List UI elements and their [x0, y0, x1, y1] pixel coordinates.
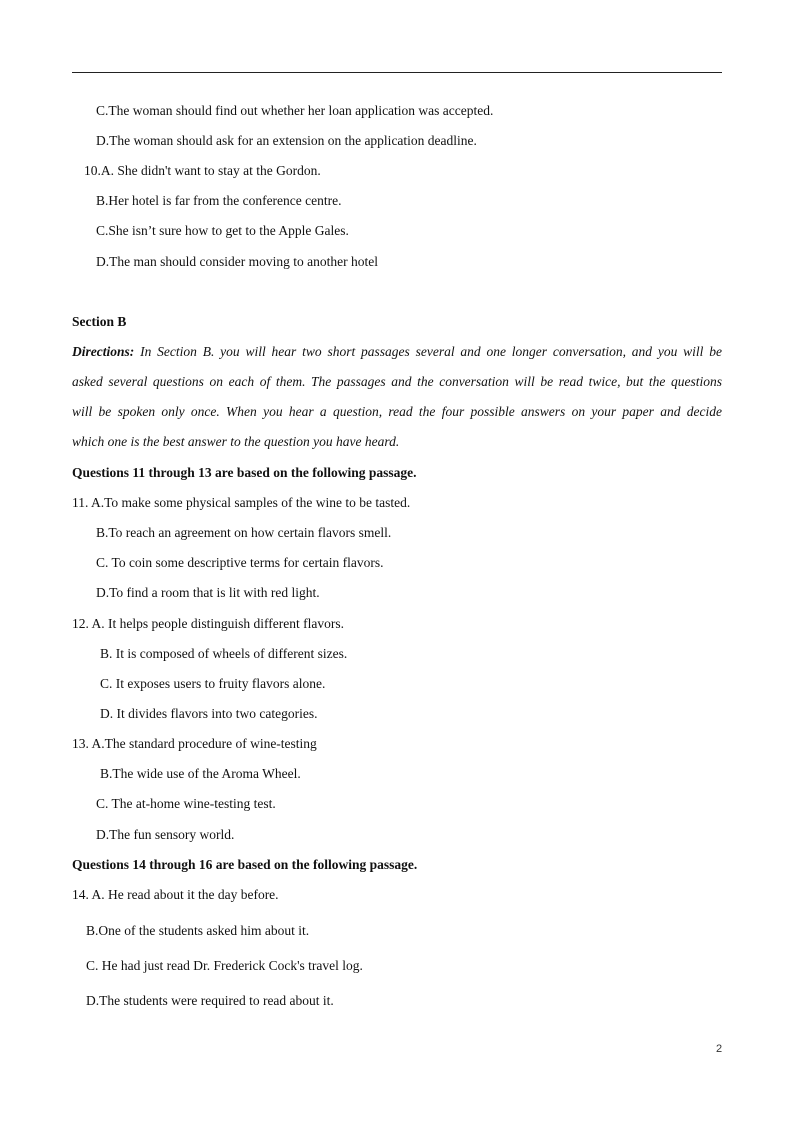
questions-14-16-heading: Questions 14 through 16 are based on the following passage.: [72, 857, 418, 872]
q14-option-c: C. He had just read Dr. Frederick Cock's travel log.: [86, 958, 363, 973]
q12-option-d: D. It divides flavors into two categories.: [100, 706, 318, 721]
q9-option-c: C.The woman should find out whether her loan application was accepted.: [96, 103, 494, 118]
page-number: 2: [716, 1043, 723, 1055]
q12-option-c: C. It exposes users to fruity flavors alone.: [100, 676, 326, 691]
q14-option-a: 14. A. He read about it the day before.: [72, 887, 279, 902]
q13-option-d: D.The fun sensory world.: [96, 827, 235, 842]
q11-option-d: D.To find a room that is lit with red light.: [96, 585, 320, 600]
q14-option-b: B.One of the students asked him about it.: [86, 923, 310, 938]
q10-option-c: C.She isn’t sure how to get to the Apple Gales.: [96, 223, 349, 238]
q9-option-d: D.The woman should ask for an extension on the application deadline.: [96, 133, 477, 148]
q11-option-c: C. To coin some descriptive terms for certain flavors.: [96, 555, 384, 570]
q11-option-b: B.To reach an agreement on how certain flavors smell.: [96, 525, 392, 540]
q10-option-d: D.The man should consider moving to another hotel: [96, 254, 378, 269]
q12-option-b: B. It is composed of wheels of different sizes.: [100, 646, 348, 661]
directions-line-4: which one is the best answer to the question you have heard.: [72, 434, 400, 449]
directions-text: In Section B. you will hear two short passages several and one longer conversation, and you will be: [140, 344, 723, 359]
q13-option-a: 13. A.The standard procedure of wine-testing: [72, 736, 317, 751]
q10-option-a: 10.A. She didn't want to stay at the Gordon.: [84, 163, 321, 178]
directions-line-3: will be spoken only once. When you hear a question, read the four possible answers on your paper and decide: [72, 404, 722, 419]
q11-option-a: 11. A.To make some physical samples of the wine to be tasted.: [72, 495, 411, 510]
q14-option-d: D.The students were required to read about it.: [86, 993, 334, 1008]
questions-11-13-heading: Questions 11 through 13 are based on the following passage.: [72, 465, 417, 480]
section-b-heading: Section B: [72, 314, 127, 329]
q10-option-b: B.Her hotel is far from the conference centre.: [96, 193, 342, 208]
directions-line-1: [72, 344, 722, 360]
q13-option-b: B.The wide use of the Aroma Wheel.: [100, 766, 301, 781]
q13-option-c: C. The at-home wine-testing test.: [96, 796, 276, 811]
directions-label: Directions:: [72, 344, 135, 359]
q12-option-a: 12. A. It helps people distinguish different flavors.: [72, 616, 344, 631]
header-rule: [72, 72, 722, 73]
directions-line-2: asked several questions on each of them. The passages and the conversation will be read twice, but the questions: [72, 374, 722, 389]
